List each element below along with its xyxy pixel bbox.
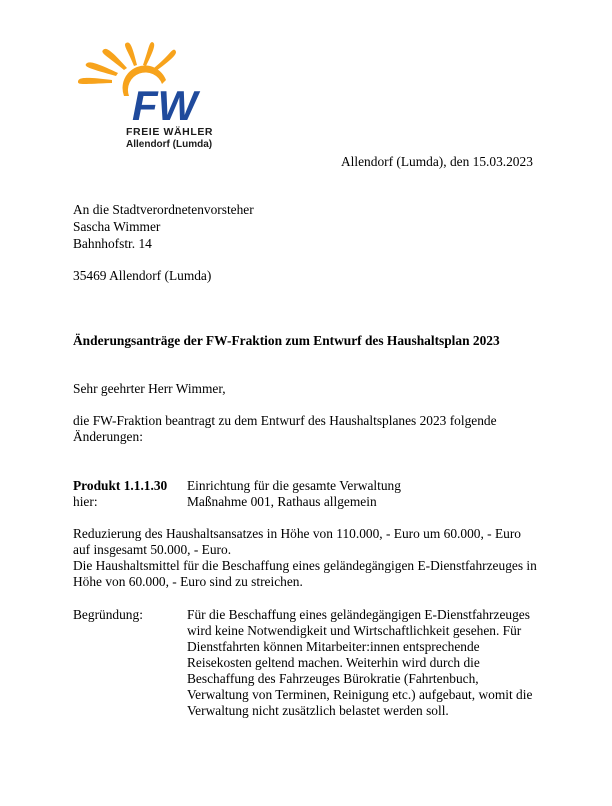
- product-value: Einrichtung für die gesamte Verwaltung: [187, 478, 401, 493]
- body-line-3: Die Haushaltsmittel für die Beschaffung eines geländegängigen E-Dienstfahrzeuges in: [73, 558, 537, 573]
- body-line-1: Reduzierung des Haushaltsansatzes in Höhe von 110.000, - Euro um 60.000, - Euro: [73, 526, 521, 541]
- recipient-line-4: 35469 Allendorf (Lumda): [73, 268, 212, 283]
- reason-line: wird keine Notwendigkeit und Wirtschaftlichkeit gesehen. Für: [187, 623, 522, 638]
- reason-line: Für die Beschaffung eines geländegängigen E-Dienstfahrzeuges: [187, 607, 530, 622]
- here-value: Maßnahme 001, Rathaus allgemein: [187, 494, 377, 509]
- body-line-4: Höhe von 60.000, - Euro sind zu streichen.: [73, 574, 303, 589]
- date-line: Allendorf (Lumda), den 15.03.2023: [341, 154, 533, 169]
- recipient-line-3: Bahnhofstr. 14: [73, 236, 152, 251]
- svg-text:FW: FW: [132, 82, 198, 126]
- fw-mark: [132, 82, 201, 126]
- reason-line: Beschaffung des Fahrzeuges Bürokratie (Fahrtenbuch,: [187, 671, 479, 686]
- recipient-line-2: Sascha Wimmer: [73, 219, 161, 234]
- product-label: Produkt 1.1.1.30: [73, 478, 168, 493]
- logo-location: Allendorf (Lumda): [126, 139, 213, 150]
- fw-logo: [74, 40, 224, 154]
- reason-line: Dienstfahrten können Mitarbeiter:innen entsprechende: [187, 639, 480, 654]
- reason-line: Verwaltung von Terminen, Reinigung etc.) aufgebaut, womit die: [187, 687, 533, 702]
- recipient-line-1: An die Stadtverordnetenvorsteher: [73, 202, 254, 217]
- intro-line-1: die FW-Fraktion beantragt zu dem Entwurf des Haushaltsplanes 2023 folgende: [73, 413, 497, 428]
- sun-logo-icon: [74, 40, 224, 126]
- logo-name: FREIE WÄHLER: [126, 126, 214, 138]
- reason-line: Verwaltung nicht zusätzlich belastet werden soll.: [187, 703, 449, 718]
- body-line-2: auf insgesamt 50.000, - Euro.: [73, 542, 232, 557]
- reason-line: Reisekosten geltend machen. Weiterhin wird durch die: [187, 655, 480, 670]
- intro-line-2: Änderungen:: [73, 429, 143, 444]
- reason-label: Begründung:: [73, 607, 143, 622]
- here-label: hier:: [73, 494, 98, 509]
- salutation: Sehr geehrter Herr Wimmer,: [73, 381, 226, 396]
- subject-heading: Änderungsanträge der FW-Fraktion zum Entwurf des Haushaltsplan 2023: [73, 333, 500, 348]
